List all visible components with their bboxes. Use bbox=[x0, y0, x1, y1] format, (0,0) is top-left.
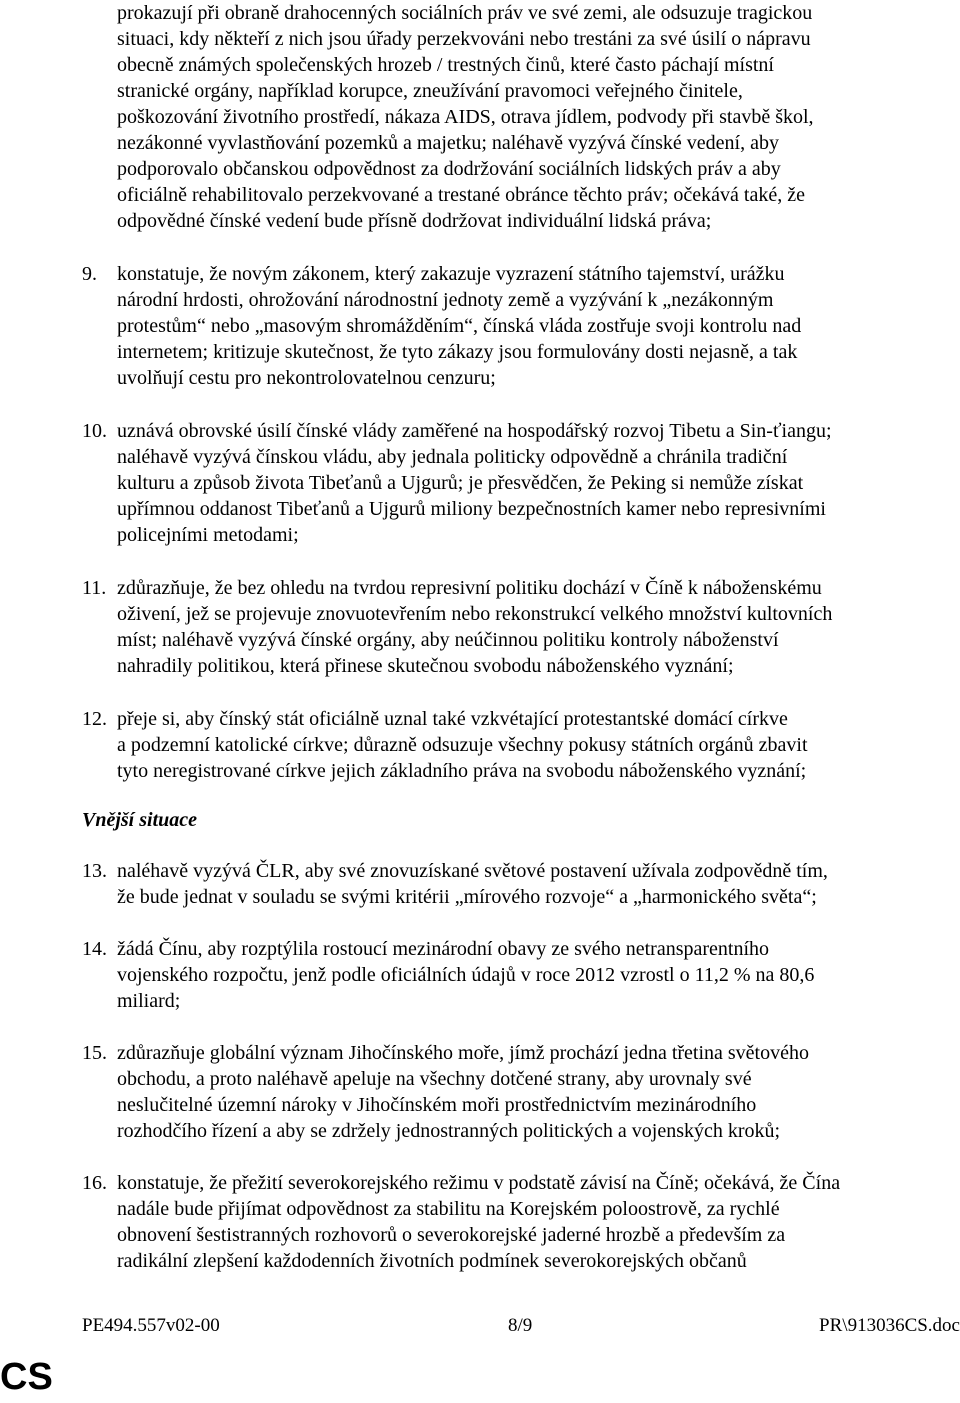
text-line: naléhavě vyzývá ČLR, aby své znovuzískané světové postavení užívala zodpovědně tím, bbox=[117, 860, 828, 882]
footer-page-number: 8/9 bbox=[508, 1315, 533, 1336]
text-line: rozhodčího řízení a aby se zdržely jednostranných politických a vojenských kroků; bbox=[117, 1120, 781, 1142]
paragraph-number: 12. bbox=[82, 708, 107, 730]
text-line: míst; naléhavě vyzývá čínské orgány, aby neúčinnou politiku kontroly náboženství bbox=[117, 629, 779, 651]
text-line: internetem; kritizuje skutečnost, že tyto zákazy jsou formulovány dosti nejasně, a tak bbox=[117, 341, 798, 363]
text-line: miliard; bbox=[117, 990, 181, 1012]
text-line: nahradily politikou, která přinese skutečnou svobodu náboženského vyznání; bbox=[117, 655, 734, 677]
paragraph-number: 9. bbox=[82, 263, 97, 285]
text-line: kulturu a způsob života Tibeťanů a Ujgurů; je přesvědčen, že Peking si nemůže získat bbox=[117, 472, 804, 494]
text-line: obecně známých společenských hrozeb / trestných činů, které často páchají místní bbox=[117, 54, 774, 76]
text-line: obnovení šestistranných rozhovorů o severokorejské jaderné hrozbě a především za bbox=[117, 1224, 786, 1246]
text-line: nezákonné vyvlastňování pozemků a majetku; naléhavě vyzývá čínské vedení, aby bbox=[117, 132, 779, 154]
text-line: odpovědné čínské vedení bude přísně dodržovat individuální lidská práva; bbox=[117, 210, 712, 232]
text-line: že bude jednat v souladu se svými kritérii „mírového rozvoje“ a „harmonického světa“; bbox=[117, 886, 817, 908]
text-line: obchodu, a proto naléhavě apeluje na všechny dotčené strany, aby urovnaly své bbox=[117, 1068, 752, 1090]
text-line: nadále bude přijímat odpovědnost za stabilitu na Korejském poloostrově, za rychlé bbox=[117, 1198, 780, 1220]
text-line: situaci, kdy někteří z nich jsou úřady perzekvováni nebo trestáni za své úsilí o nápravu bbox=[117, 28, 811, 50]
text-line: konstatuje, že přežití severokorejského režimu v podstatě závisí na Číně; očekává, že Čína bbox=[117, 1172, 841, 1194]
text-line: policejními metodami; bbox=[117, 524, 299, 546]
language-code: CS bbox=[0, 1356, 53, 1398]
text-line: uvolňují cestu pro nekontrolovatelnou cenzuru; bbox=[117, 367, 496, 389]
text-line: radikální zlepšení každodenních životních podmínek severokorejských občanů bbox=[117, 1250, 747, 1272]
paragraph-number: 11. bbox=[82, 577, 107, 599]
text-line: poškozování životního prostředí, nákaza AIDS, otrava jídlem, podvody při stavbě škol, bbox=[117, 106, 814, 128]
text-line: žádá Čínu, aby rozptýlila rostoucí mezinárodní obavy ze svého netransparentního bbox=[117, 938, 770, 960]
text-line: uznává obrovské úsilí čínské vlády zaměřené na hospodářský rozvoj Tibetu a Sin-ťiangu; bbox=[117, 420, 832, 442]
text-line: neslučitelné územní nároky v Jihočínském moři prostřednictvím mezinárodního bbox=[117, 1094, 757, 1116]
text-line: oficiálně rehabilitovalo perzekvované a trestané obránce těchto práv; očekává také, že bbox=[117, 184, 805, 206]
text-line: vojenského rozpočtu, jenž podle oficiálních údajů v roce 2012 vzrostl o 11,2 % na 80,6 bbox=[117, 964, 815, 986]
paragraph-number: 14. bbox=[82, 938, 107, 960]
text-line: stranické orgány, například korupce, zneužívání pravomoci veřejného činitele, bbox=[117, 80, 743, 102]
footer-file-name: PR\913036CS.doc bbox=[819, 1315, 960, 1336]
text-line: naléhavě vyzývá čínskou vládu, aby jednala politicky odpovědně a chránila tradiční bbox=[117, 446, 788, 468]
text-line: konstatuje, že novým zákonem, který zakazuje vyzrazení státního tajemství, urážku bbox=[117, 263, 785, 285]
text-line: a podzemní katolické církve; důrazně odsuzuje všechny pokusy státních orgánů zbavit bbox=[117, 734, 808, 756]
text-line: zdůrazňuje globální význam Jihočínského moře, jímž prochází jedna třetina světového bbox=[117, 1042, 809, 1064]
paragraph-number: 13. bbox=[82, 860, 107, 882]
text-line: přeje si, aby čínský stát oficiálně uznal také vzkvétající protestantské domácí církve bbox=[117, 708, 788, 730]
paragraph-number: 15. bbox=[82, 1042, 107, 1064]
text-line: národní hrdosti, ohrožování národnostní jednoty země a vyzývání k „nezákonným bbox=[117, 289, 774, 311]
section-heading: Vnější situace bbox=[82, 809, 198, 831]
paragraph-number: 10. bbox=[82, 420, 107, 442]
text-line: protestům“ nebo „masovým shromážděním“, čínská vláda zostřuje svoji kontrolu nad bbox=[117, 315, 802, 337]
footer-document-reference: PE494.557v02-00 bbox=[82, 1315, 220, 1336]
text-line: oživení, jež se projevuje znovuotevřením nebo rekonstrukcí velkého množství kultovních bbox=[117, 603, 833, 625]
text-line: tyto neregistrované církve jejich základního práva na svobodu náboženského vyznání; bbox=[117, 760, 807, 782]
paragraph-number: 16. bbox=[82, 1172, 107, 1194]
text-line: zdůrazňuje, že bez ohledu na tvrdou represivní politiku dochází v Číně k náboženskému bbox=[117, 577, 822, 599]
text-line: podporovalo občanskou odpovědnost za dodržování sociálních lidských práv a aby bbox=[117, 158, 781, 180]
text-line: prokazují při obraně drahocenných sociálních práv ve své zemi, ale odsuzuje tragickou bbox=[117, 2, 813, 24]
text-line: upřímnou oddanost Tibeťanů a Ujgurů miliony bezpečnostních kamer nebo represivními bbox=[117, 498, 826, 520]
